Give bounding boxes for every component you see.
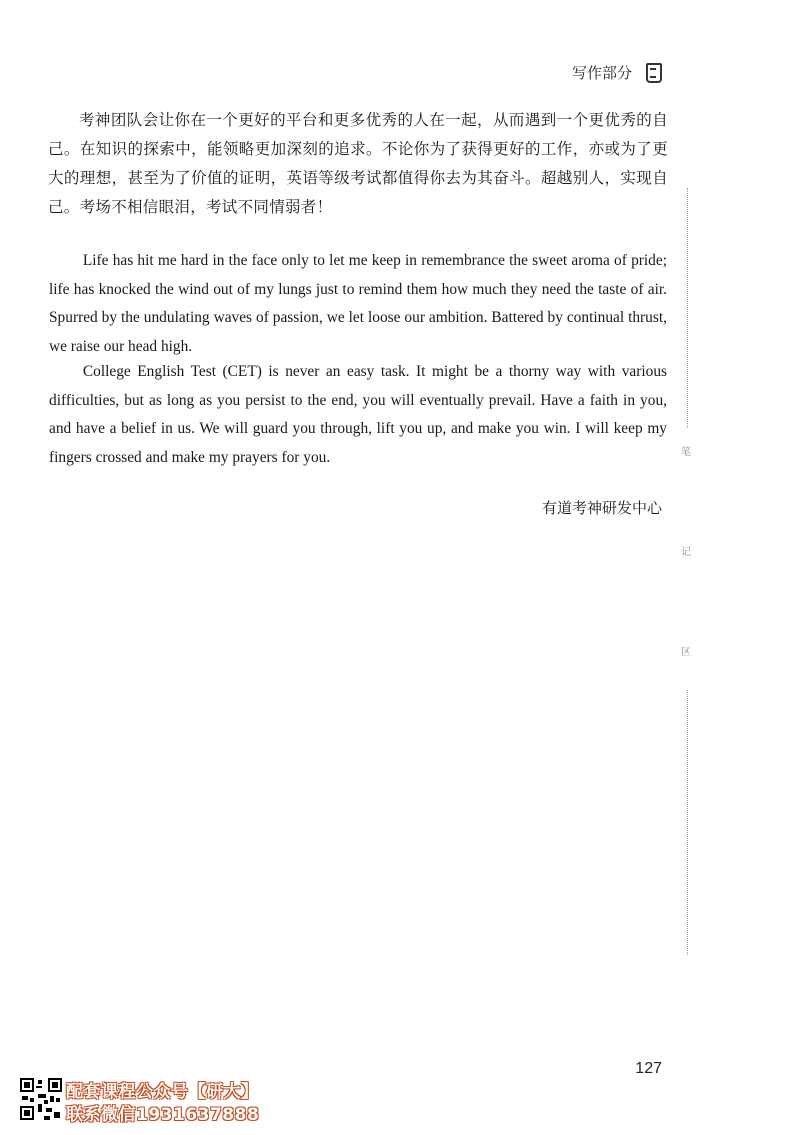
page-number: 127 — [635, 1060, 662, 1077]
notes-margin-char-2: 记 — [681, 547, 691, 558]
watermark-line-1: 配套课程公众号【研大】 — [66, 1082, 259, 1102]
notes-margin-char-3: 区 — [681, 647, 691, 658]
notes-margin-char-1: 笔 — [681, 447, 691, 458]
section-header — [572, 62, 662, 83]
notebook-icon — [646, 63, 662, 83]
qr-code-icon — [20, 1078, 62, 1120]
notes-margin-line-bottom — [687, 690, 688, 955]
notes-margin-line-top — [687, 188, 688, 428]
section-title: 写作部分 — [571, 64, 632, 82]
signature: 有道考神研发中心 — [541, 499, 662, 517]
english-paragraph-2: College English Test (CET) is never an easy task. It might be a thorny way with various difficulties, but as long as you persist to the end, you will eventually prevail. Have a faith in you, and have a belief in us. We will guard you through, lift you up, and make you win. I will keep my fingers crossed and make my prayers for you. — [49, 363, 667, 466]
watermark-line-2: 联系微信1931637888 — [66, 1105, 260, 1125]
chinese-paragraph: 考神团队会让你在一个更好的平台和更多优秀的人在一起，从而遇到一个更优秀的自己。在知识的探索中，能领略更加深刻的追求。不论你为了获得更好的工作，亦或为了更大的理想，甚至为了价值的证明，英语等级考试都值得你去为其奋斗。超越别人，实现自己。考场不相信眼泪，考试不同情弱者！ — [48, 111, 668, 216]
english-paragraph-1: Life has hit me hard in the face only to let me keep in remembrance the sweet aroma of pride; life has knocked the wind out of my lungs just to remind them how much they need the taste of air. Spurred by the undulating waves of passion, we let loose our ambition. Battered by continual thrust, we raise our head high. — [49, 252, 667, 355]
